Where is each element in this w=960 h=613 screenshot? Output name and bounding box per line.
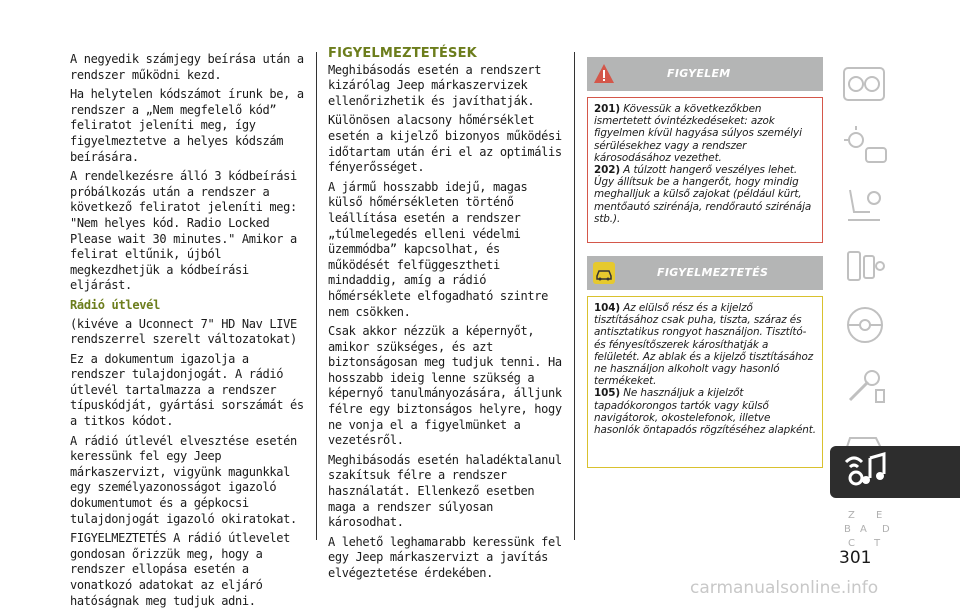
tab-dashboard[interactable] bbox=[830, 56, 960, 115]
paragraph: Ez a dokumentum igazolja a rendszer tulajdonjogát. A rádió útlevél tartalmazza a rendszer típuskódját, gyártási sorszámát és a titkos kódot. bbox=[70, 351, 304, 429]
page-number: 301 bbox=[839, 548, 872, 568]
paragraph: A rendelkezésre álló 3 kódbeírási próbálkozás után a rendszer a következő feliratot jeleníti meg: "Nem helyes kód. Radio Locked Please wait 30 minutes." Amikor a felirat eltűnik, újból megkezdhetjük a kódbeírási eljárást. bbox=[70, 169, 297, 293]
paragraph: A jármű hosszabb idejű, magas külső hőmérsékleten történő leállítása esetén a rendszer „túlmelegedés elleni védelmi üzemmódba” kapcsolhat, és működését felfüggesztheti mindaddig, amíg a rádió hőmérséklete elfogadható szintre nem csökken. bbox=[328, 179, 548, 319]
paragraph: Különösen alacsony hőmérséklet esetén a kijelző bizonyos működési időtartam után éri el az optimális fényerősséget. bbox=[328, 113, 562, 175]
tab-maintenance[interactable] bbox=[830, 356, 960, 415]
tab-index[interactable] bbox=[830, 500, 960, 548]
caution-box bbox=[587, 296, 823, 468]
paragraph: Meghibásodás esetén a rendszert kizárólag Jeep márkaszervizek ellenőrizhetik és javíthatják. bbox=[328, 62, 542, 108]
seat-safety-icon bbox=[840, 182, 890, 228]
tab-driving[interactable] bbox=[830, 296, 960, 355]
warning-banner bbox=[587, 57, 823, 91]
column-left bbox=[70, 52, 306, 613]
svg-text:A: A bbox=[860, 524, 867, 535]
section-title: Rádió útlevél bbox=[70, 297, 161, 312]
svg-text:E: E bbox=[876, 510, 883, 521]
wrench-maintenance-icon bbox=[840, 362, 890, 408]
key-start-icon bbox=[840, 242, 890, 288]
tab-multimedia[interactable] bbox=[830, 446, 960, 498]
paragraph: A rádió útlevél elvesztése esetén keressünk fel egy Jeep márkaszervizt, vigyünk magunkkal egy személyazonosságot igazoló dokumentumot és a gépkocsi tulajdonjogát igazoló okiratokat. bbox=[70, 433, 297, 526]
paragraph: FIGYELMEZTETÉS A rádió útlevelet gondosan őrizzük meg, hogy a rendszer ellopása esetén a vonatkozó adatokat az eljáró hatóságnak meg tudjuk adni. bbox=[70, 531, 290, 608]
svg-text:B: B bbox=[844, 524, 851, 535]
svg-text:D: D bbox=[882, 524, 890, 535]
svg-text:C: C bbox=[848, 538, 855, 549]
tab-safety[interactable] bbox=[830, 176, 960, 235]
caution-title: FIGYELMEZTETÉS bbox=[657, 266, 769, 279]
caution-item: 104) Az elülső rész és a kijelző tisztításához csak puha, tiszta, száraz és antisztatikus rongyot használjon. Tisztító- és fényesítőszerek károsíthatják a felületét. Az ablak és a kijelző tisztításához ne használjon alkoholt vagy hasonló termékeket. bbox=[594, 302, 814, 388]
paragraph: (kivéve a Uconnect 7" HD Nav LIVE rendszerrel szerelt változatokat) bbox=[70, 316, 297, 347]
car-dashboard-icon bbox=[840, 62, 890, 108]
warning-lights-icon bbox=[840, 122, 890, 168]
paragraph: Csak akkor nézzük a képernyőt, amikor szükséges, és azt biztonságosan meg tudjuk tenni. Ha hosszabb ideig lenne szükség a képernyő tanulmányozására, álljunk félre egy biztonságos helyre, hogy ne vonja el a figyelmünket a vezetésről. bbox=[328, 324, 562, 448]
paragraph: A lehető leghamarabb keressünk fel egy Jeep márkaszervizt a javítás elvégeztetése érdekében. bbox=[328, 534, 562, 580]
car-caution-icon bbox=[593, 262, 615, 284]
warning-item: 202) A túlzott hangerő veszélyes lehet. Úgy állítsuk be a hangerőt, hogy mindig meghalljuk a külső zajokat (például kürt, mentőautó szirénája, rendőrautó szirénája stb.). bbox=[594, 164, 812, 225]
column-divider bbox=[574, 52, 575, 540]
column-middle bbox=[328, 46, 564, 586]
warnings-heading: FIGYELMEZTETÉSEK bbox=[328, 46, 477, 61]
tab-starting[interactable] bbox=[830, 236, 960, 295]
warning-box bbox=[587, 97, 823, 243]
steering-wheel-icon bbox=[840, 302, 890, 348]
paragraph: Ha helytelen kódszámot írunk be, a rendszer a „Nem megfelelő kód” feliratot jeleníti meg, így figyelmeztetve a helyes kódszám beírására. bbox=[70, 87, 304, 164]
tab-warning-lights[interactable] bbox=[830, 116, 960, 175]
column-divider bbox=[316, 52, 317, 540]
svg-text:T: T bbox=[874, 538, 881, 549]
multimedia-icon bbox=[842, 450, 892, 494]
paragraph: Meghibásodás esetén haladéktalanul szakítsuk félre a rendszer használatát. Ellenkező esetben maga a rendszer súlyosan károsodhat. bbox=[328, 452, 562, 530]
watermark: carmanualsonline.info bbox=[690, 578, 879, 598]
warning-triangle-icon bbox=[593, 63, 615, 85]
caution-item: 105) Ne használjuk a kijelzőt tapadókorongos tartók vagy külső navigátorok, okostelefonok, illetve hasonlók öntapadós rögzítéséhez alapként. bbox=[594, 387, 816, 437]
paragraph: A negyedik számjegy beírása után a rendszer működni kezd. bbox=[70, 52, 304, 82]
warning-title: FIGYELEM bbox=[667, 67, 731, 80]
index-letters-icon bbox=[840, 506, 900, 552]
caution-banner bbox=[587, 256, 823, 290]
warning-item: 201) Kövessük a következőkben ismertetett óvintézkedéseket: azok figyelmen kívül hagyása súlyos személyi sérülésekhez vagy a rendszer károsodásához vezethet. bbox=[594, 103, 802, 164]
svg-text:Z: Z bbox=[848, 510, 855, 521]
